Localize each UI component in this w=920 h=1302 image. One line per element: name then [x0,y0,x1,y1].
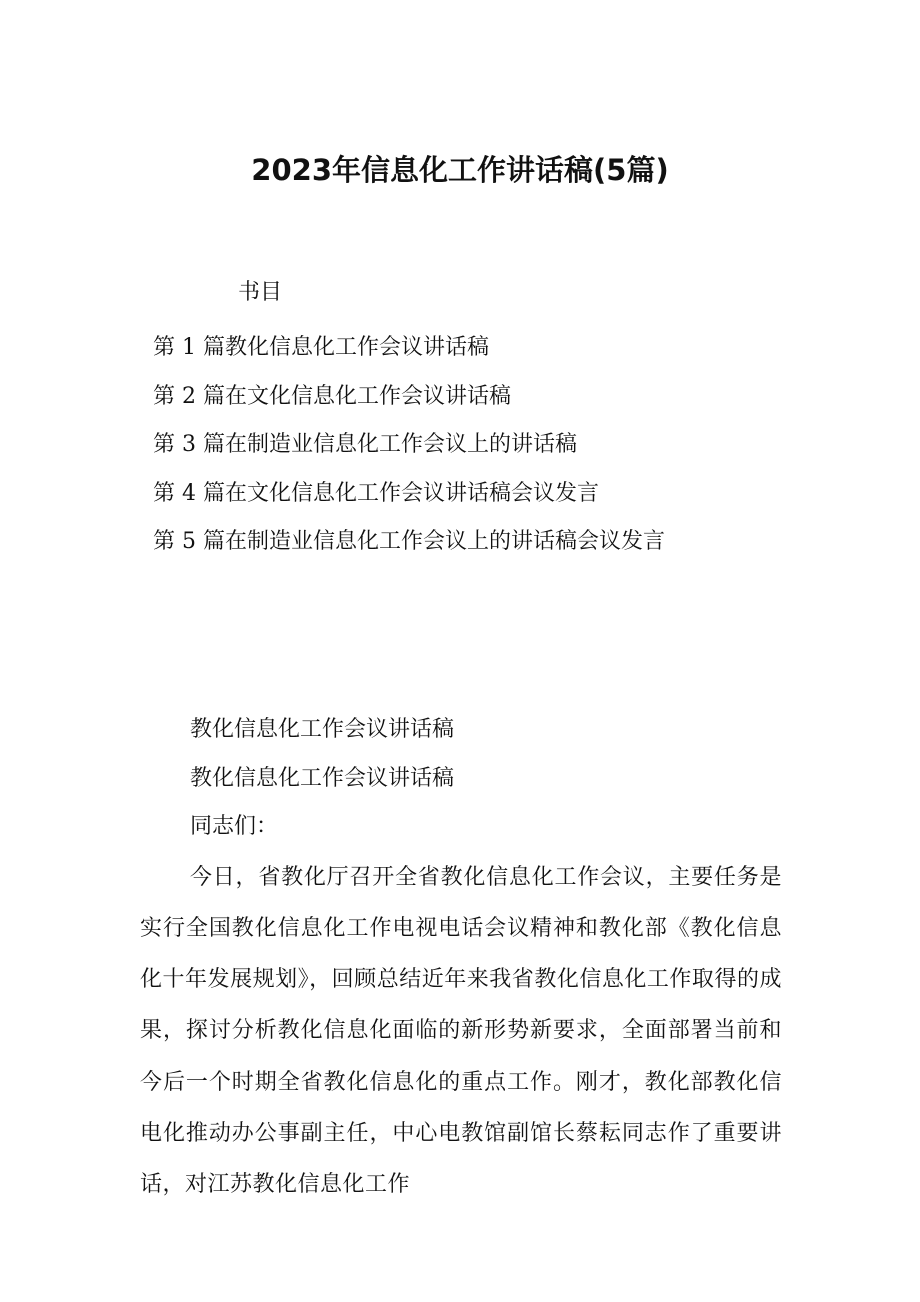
toc-list [153,324,665,567]
section-subheading: 教化信息化工作会议讲话稿 [190,765,455,791]
document-title: 2023年信息化工作讲话稿(5篇) [251,153,669,187]
toc-heading: 书目 [238,280,283,305]
toc-item: 第 3 篇在制造业信息化工作会议上的讲话稿 [153,432,577,457]
toc-item: 第 2 篇在文化信息化工作会议讲话稿 [153,383,511,409]
salutation: 同志们： [190,814,279,839]
toc-item: 第 4 篇在文化信息化工作会议讲话稿会议发言 [153,480,599,506]
section-heading: 教化信息化工作会议讲话稿 [190,717,455,742]
toc-item: 第 5 篇在制造业信息化工作会议上的讲话稿会议发言 [153,529,665,554]
body-section [140,706,782,1211]
toc-item: 第 1 篇教化信息化工作会议讲话稿 [153,335,489,360]
body-paragraph: 今日，省教化厅召开全省教化信息化工作会议，主要任务是实行全国教化信息化工作电视电话会议精神和教化部《教化信息化十年发展规划》，回顾总结近年来我省教化信息化工作取得的成果，探讨分析教化信息化面临的新形势新要求，全面部署当前和今后一个时期全省教化信息化的重点工作。刚才，教化部教化信电化推动办公事副主任，中心电教馆副馆长蔡耘同志作了重要讲话，对江苏教化信息化工作 [140,864,782,1198]
